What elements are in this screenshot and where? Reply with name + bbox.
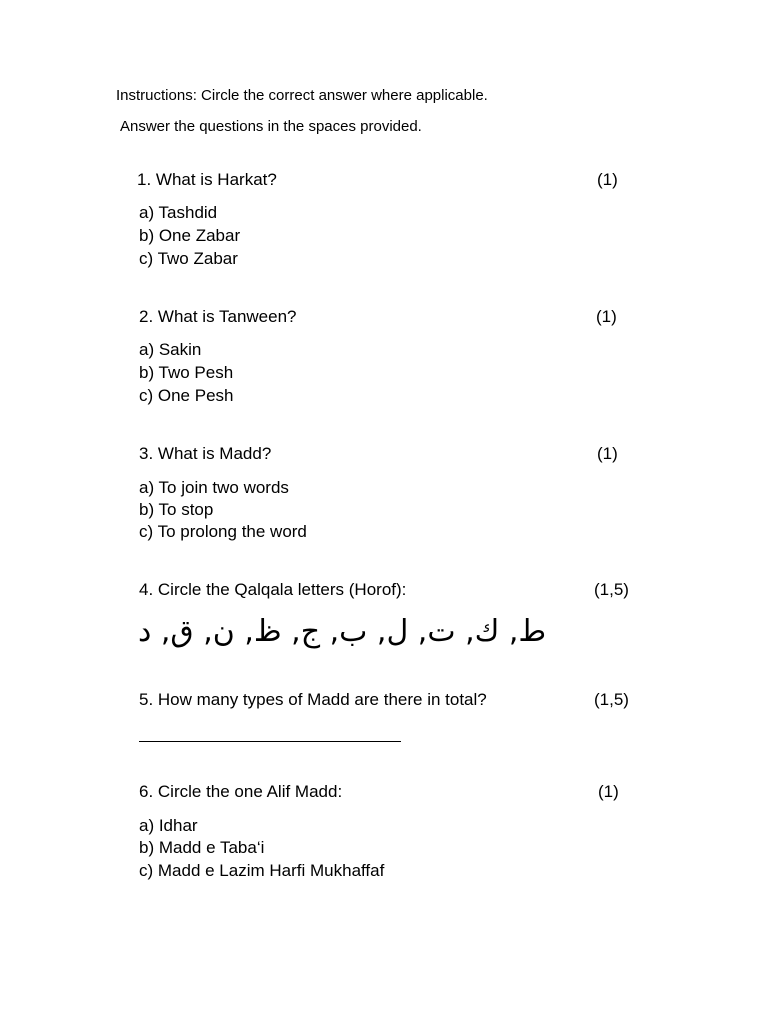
question-6-marks: (1): [598, 782, 619, 801]
question-1-marks: (1): [597, 170, 618, 189]
question-2-option-c[interactable]: c) One Pesh: [139, 386, 234, 405]
question-3-option-c[interactable]: c) To prolong the word: [139, 522, 307, 541]
question-2-text: 2. What is Tanween?: [139, 307, 297, 326]
qalqala-letters[interactable]: ط, ك, ت, ل, ب, ج, ظ, ن, ق, د: [138, 614, 547, 649]
answer-blank-line[interactable]: [139, 741, 401, 742]
question-1-option-c[interactable]: c) Two Zabar: [139, 249, 238, 268]
question-6-text: 6. Circle the one Alif Madd:: [139, 782, 343, 801]
question-4-text: 4. Circle the Qalqala letters (Horof):: [139, 580, 407, 599]
question-6-option-c[interactable]: c) Madd e Lazim Harfi Mukhaffaf: [139, 861, 385, 880]
question-3-option-b[interactable]: b) To stop: [139, 500, 214, 519]
question-3-text: 3. What is Madd?: [139, 444, 272, 463]
question-3-option-a[interactable]: a) To join two words: [139, 478, 289, 497]
question-1-option-a[interactable]: a) Tashdid: [139, 203, 218, 222]
question-6-option-a[interactable]: a) Idhar: [139, 816, 198, 835]
question-5-text: 5. How many types of Madd are there in total?: [139, 690, 487, 709]
question-2-marks: (1): [596, 307, 617, 326]
question-4-marks: (1,5): [594, 580, 629, 599]
question-3-marks: (1): [597, 444, 618, 463]
question-1-option-b[interactable]: b) One Zabar: [139, 226, 241, 245]
question-2-option-a[interactable]: a) Sakin: [139, 340, 202, 359]
question-5-marks: (1,5): [594, 690, 629, 709]
question-6-option-b[interactable]: b) Madd e Taba‘i: [139, 838, 265, 857]
question-1-text: 1. What is Harkat?: [137, 170, 277, 189]
instructions-line-2: Answer the questions in the spaces provided.: [120, 118, 422, 135]
question-2-option-b[interactable]: b) Two Pesh: [139, 363, 234, 382]
instructions-line-1: Instructions: Circle the correct answer where applicable.: [116, 87, 488, 104]
